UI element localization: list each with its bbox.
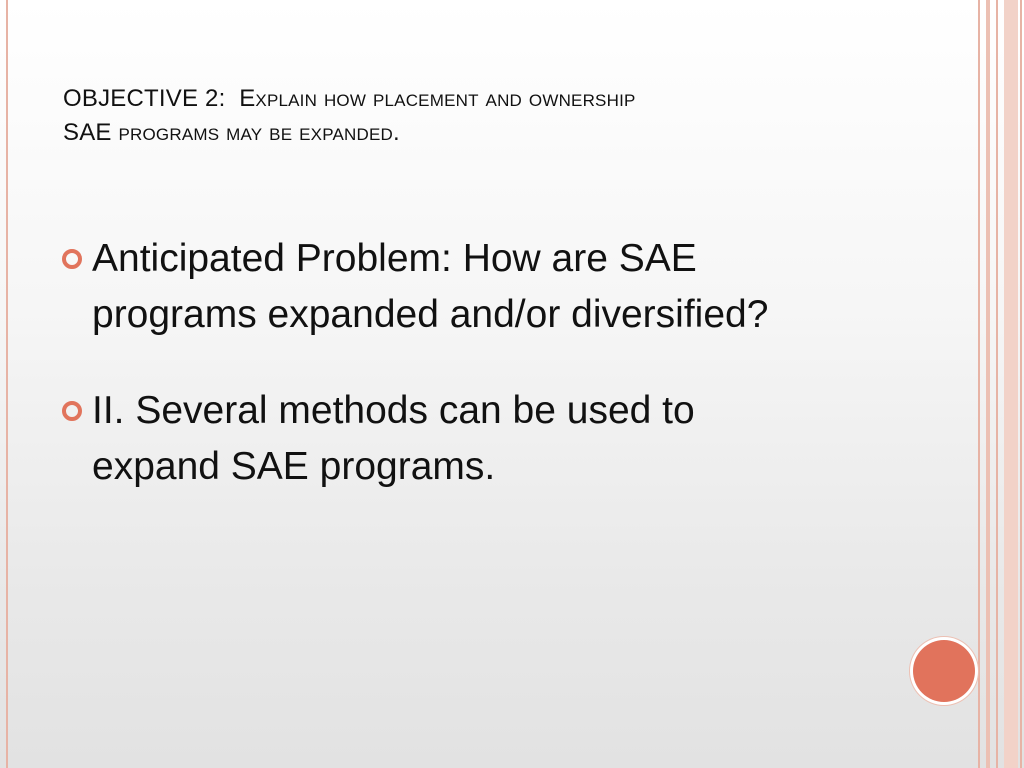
title-rest-1: Explain how placement and ownership (239, 85, 636, 112)
title-line-1 (63, 82, 923, 116)
frame-line (1020, 0, 1022, 768)
title-line-2 (63, 116, 923, 150)
bullet-text: Anticipated Problem: How are SAE programs expanded and/or diversified? (92, 237, 769, 336)
title-rest-2: SAE programs may be expanded. (63, 119, 400, 146)
slide-title (63, 82, 923, 150)
frame-left-line (6, 0, 8, 768)
frame-line (978, 0, 980, 768)
bullet-list (62, 231, 822, 495)
filled-circle-icon (913, 640, 975, 702)
title-lead: OBJECTIVE 2: (63, 85, 226, 112)
bullet-item (62, 383, 822, 495)
frame-line (986, 0, 990, 768)
frame-band (1004, 0, 1018, 768)
bullet-text: II. Several methods can be used to expand SAE programs. (92, 389, 695, 488)
bullet-item (62, 231, 822, 343)
frame-line (996, 0, 998, 768)
frame-right-lines (978, 0, 1024, 768)
ring-bullet-icon (62, 249, 82, 269)
ring-bullet-icon (62, 401, 82, 421)
